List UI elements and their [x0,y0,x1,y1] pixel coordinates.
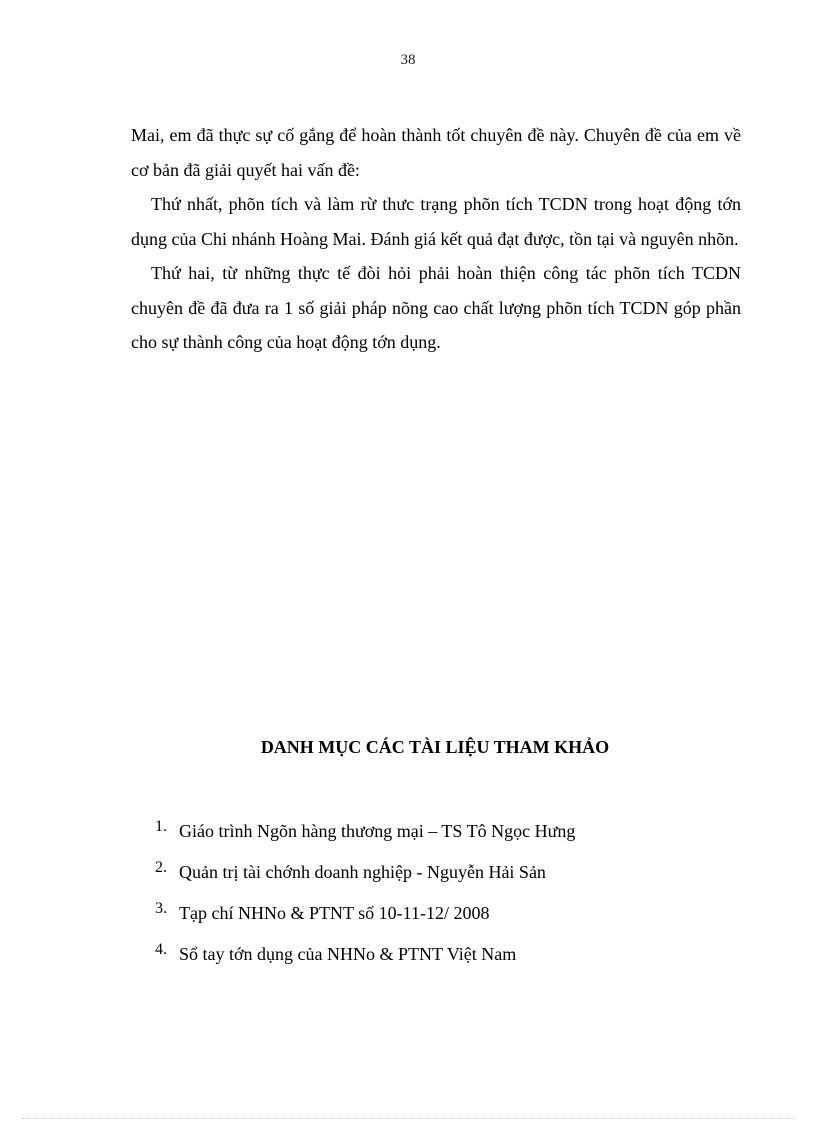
reference-item [155,890,715,931]
paragraph-continuation: Mai, em đã thực sự cố gắng để hoàn thành tốt chuyên đề này. Chuyên đề của em về cơ bản đã giải quyết hai vấn đề: [131,125,741,180]
reference-number: 1. [155,818,167,835]
conclusion-text [131,118,741,360]
reference-text: Giáo trình Ngõn hàng thương mại – TS Tô Ngọc Hưng [179,821,576,841]
paragraph-first-point: Thứ nhất, phõn tích và làm rừ thưc trạng phõn tích TCDN trong hoạt động tớn dụng của Chi nhánh Hoàng Mai. Đánh giá kết quả đạt được, tồn tại và nguyên nhõn. [131,194,741,249]
references-list [155,808,715,972]
references-title: DANH MỤC CÁC TÀI LIỆU THAM KHẢO [260,737,610,757]
paragraph-second-point: Thứ hai, từ những thực tế đòi hỏi phải hoàn thiện công tác phõn tích TCDN chuyên đề đã đưa ra 1 số giải pháp nõng cao chất lượng phõn tích TCDN góp phần cho sự thành công của hoạt động tớn dụng. [131,263,741,352]
reference-text: Tạp chí NHNo & PTNT số 10-11-12/ 2008 [179,903,490,923]
reference-text: Quản trị tài chớnh doanh nghiệp - Nguyễn Hải Sản [179,862,546,882]
reference-item [155,931,715,972]
reference-item [155,808,715,849]
page-number: 38 [400,52,416,68]
reference-text: Sổ tay tớn dụng của NHNo & PTNT Việt Nam [179,944,517,964]
reference-item [155,849,715,890]
reference-number: 3. [155,900,167,917]
reference-number: 2. [155,859,167,876]
reference-number: 4. [155,941,167,958]
page-bottom-divider [22,1118,794,1119]
